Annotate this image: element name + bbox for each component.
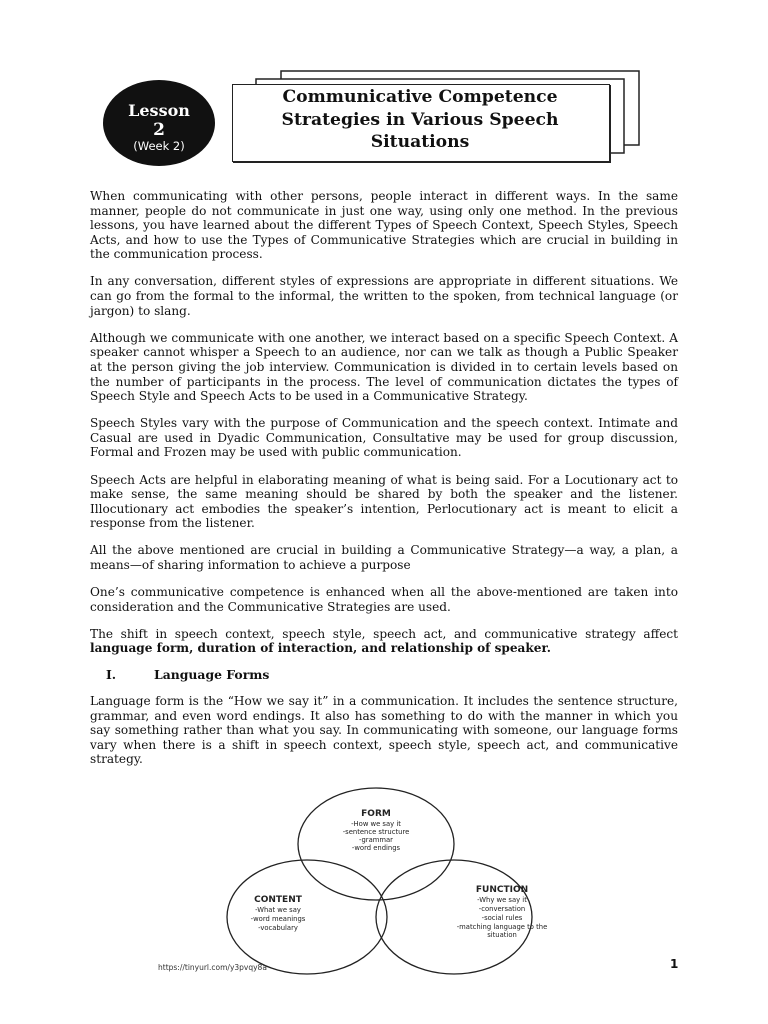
page-title <box>232 86 608 154</box>
paragraph-conversation: In any conversation, different styles of expressions are appropriate in different situations. We can go from the formal to the informal, the written to the spoken, from technical language (or jargon) to slang. <box>90 274 678 318</box>
paragraph-competence: One’s communicative competence is enhanced when all the above-mentioned are taken into consideration and the Communicative Strategies are used. <box>90 585 678 614</box>
function-item: -matching language to the <box>456 923 548 931</box>
form-title: FORM <box>361 809 391 819</box>
function-item: -Why we say it <box>477 896 527 904</box>
form-item: -How we say it <box>351 820 401 828</box>
form-item: -grammar <box>359 836 393 844</box>
page-number: 1 <box>670 957 679 971</box>
paragraph-intro: When communicating with other persons, people interact in different ways. In the same manner, people do not communicate in just one way, using only one method. In the previous lessons, you have learned about the different Types of Speech Context, Speech Styles, Speech Acts, and how to use the Types of Communicative Strategies which are crucial in building in the communication process. <box>90 189 678 262</box>
shift-bold: language form, duration of interaction, and relationship of speaker. <box>90 641 551 656</box>
content-item: -word meanings <box>250 915 306 923</box>
function-item: situation <box>487 931 517 939</box>
form-item: -sentence structure <box>342 828 410 836</box>
title-line-1: Communicative Competence <box>282 87 558 107</box>
paragraph-speech-styles: Speech Styles vary with the purpose of Communication and the speech context. Intimate and Casual are used in Dyadic Communication, Consultative may be used for group discussion, Formal and Frozen may be used with public communication. <box>90 416 678 460</box>
lesson-label: Lesson <box>128 101 190 120</box>
section-heading <box>90 668 678 683</box>
content-item: -vocabulary <box>258 924 298 932</box>
paragraph-speech-context: Although we communicate with one another, we interact based on a specific Speech Context. A speaker cannot whisper a Speech to an audience, nor can we talk as though a Public Speaker at the person giving the job interview. Communication is divided in to certain levels based on the number of participants in the process. The level of communication dictates the types of Speech Style and Speech Acts to be used in a Communicative Strategy. <box>90 330 678 404</box>
title-line-2: Strategies in Various Speech <box>281 109 559 130</box>
paragraph-strategy: All the above mentioned are crucial in building a Communicative Strategy—a way, a plan, a means—of sharing information to achieve a purpose <box>90 543 678 572</box>
image-credit: https://tinyurl.com/y3pvqy8a <box>158 963 267 972</box>
function-item: -social rules <box>481 914 523 922</box>
function-title: FUNCTION <box>475 885 529 895</box>
function-item: -conversation <box>478 905 526 913</box>
week-label: (Week 2) <box>133 139 185 153</box>
section-numeral: I. <box>106 667 117 683</box>
paragraph-language-form: Language form is the “How we say it” in a communication. It includes the sentence structure, grammar, and even word endings. It also has something to do with the manner in which you say something rather than what you say. In communicating with someone, our language forms vary when there is a shift in speech context, speech style, speech act, and communicative strategy. <box>90 694 678 767</box>
venn-diagram <box>150 780 590 976</box>
form-item: -word endings <box>351 844 401 852</box>
body-text <box>90 189 678 780</box>
title-line-3: Situations <box>370 132 470 152</box>
shift-lead: The shift in speech context, speech style, speech act, and communicative strategy affect <box>90 626 678 641</box>
paragraph-shift <box>90 627 678 656</box>
section-title: Language Forms <box>154 667 270 683</box>
content-title: CONTENT <box>254 895 302 905</box>
lesson-number: 2 <box>153 120 165 140</box>
content-item: -What we say <box>255 906 301 914</box>
paragraph-speech-acts: Speech Acts are helpful in elaborating meaning of what is being said. For a Locutionary act to make sense, the same meaning should be shared by both the speaker and the listener. Illocutionary act embodies the speaker’s intention, Perlocutionary act is meant to elicit a response from the listener. <box>90 472 678 531</box>
